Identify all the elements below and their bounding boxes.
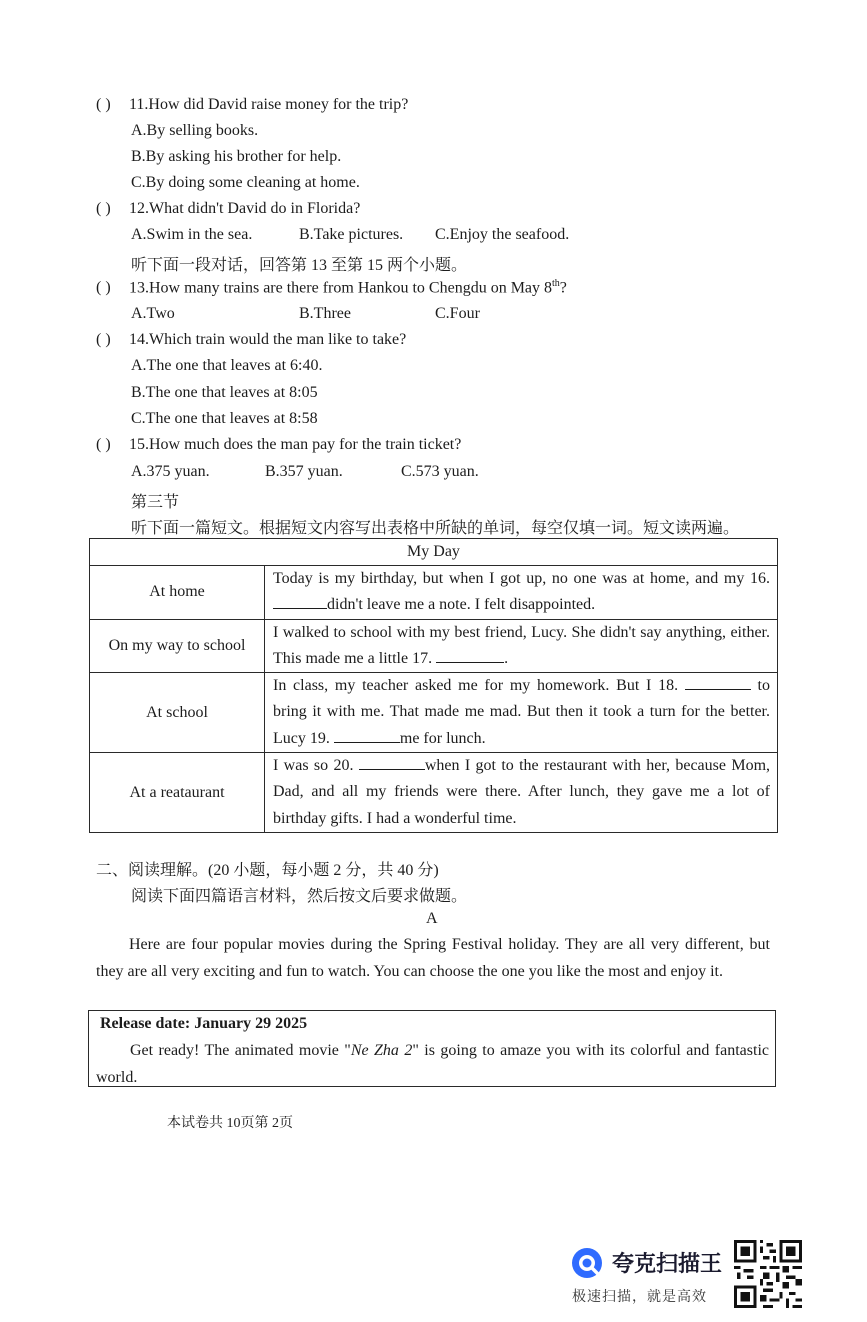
blank-18[interactable] [685,674,751,690]
section-3-instruction: 听下面一篇短文。根据短文内容写出表格中所缺的单词，每空仅填一词。短文读两遍。 [131,520,740,537]
row-text: I was so 20. when I got to the restaurant with her, because Mom, Dad, and all my friends were there. After lunch, they gave me a lot of birthday gifts. I had a wonderful time. [265,753,778,833]
row-label: At school [90,673,265,753]
q13-option-a: A.Two [131,305,175,322]
question-mark: ? [559,279,567,297]
table-row [90,566,778,620]
q14-option-b: B.The one that leaves at 8:05 [131,384,318,401]
table-row [90,673,778,753]
q15-option-c: C.573 yuan. [401,463,479,480]
question-12 [96,200,360,218]
row-label: At a reataurant [90,753,265,833]
blank-16[interactable] [273,593,327,609]
part-2-instruction: 阅读下面四篇语言材料，然后按文后要求做题。 [131,888,468,905]
quark-logo-icon [570,1246,604,1280]
q11-option-a: A.By selling books. [131,122,259,139]
ordinal-suffix: th [552,278,560,289]
q12-option-a: A.Swim in the sea. [131,226,253,243]
q15-option-a: A.375 yuan. [131,463,210,480]
question-14 [96,331,406,349]
answer-bracket[interactable]: ( ) [96,279,111,297]
q13-option-b: B.Three [299,305,351,322]
movie-description: Get ready! The animated movie "Ne Zha 2" is going to amaze you with its colorful and fantastic world. [96,1042,770,1086]
q11-option-b: B.By asking his brother for help. [131,148,342,165]
blank-20[interactable] [359,754,425,770]
table-title: My Day [90,539,778,566]
release-date: Release date: January 29 2025 [100,1015,308,1032]
part-2-heading: 二、阅读理解。(20 小题，每小题 2 分，共 40 分) [96,862,439,879]
question-stem: 14.Which train would the man like to take? [129,331,407,348]
answer-bracket[interactable]: ( ) [96,96,111,113]
qr-code-icon [734,1240,802,1308]
question-15 [96,436,461,454]
passage-letter: A [426,910,438,927]
q14-option-a: A.The one that leaves at 6:40. [131,357,323,374]
blank-19[interactable] [334,727,400,743]
question-stem: 13.How many trains are there from Hankou to Chengdu on May 8 [129,279,553,297]
q11-option-c: C.By doing some cleaning at home. [131,174,360,191]
q14-option-c: C.The one that leaves at 8:58 [131,410,318,427]
table-row [90,619,778,673]
answer-bracket[interactable]: ( ) [96,436,111,453]
row-text: In class, my teacher asked me for my homework. But I 18. to bring it with me. That made me mad. But then it took a turn for the better. Lucy 19. me for lunch. [265,673,778,753]
watermark-slogan: 极速扫描，就是高效 [572,1289,707,1305]
question-stem: 11.How did David raise money for the trip? [129,96,409,113]
blank-17[interactable] [436,647,504,663]
movie-box [88,1010,776,1087]
row-text: I walked to school with my best friend, Lucy. She didn't say anything, either. This made me a little 17. . [265,619,778,673]
q15-option-b: B.357 yuan. [265,463,343,480]
my-day-table [89,538,778,833]
table-row [90,753,778,833]
q13-option-c: C.Four [435,305,480,322]
section-3-heading: 第三节 [131,494,180,511]
question-13 [96,278,567,297]
movie-title: Ne Zha 2 [350,1042,413,1059]
question-stem: 15.How much does the man pay for the train ticket? [129,436,462,453]
answer-bracket[interactable]: ( ) [96,200,111,217]
q12-option-b: B.Take pictures. [299,226,404,243]
question-stem: 12.What didn't David do in Florida? [129,200,361,217]
passage-intro: Here are four popular movies during the Spring Festival holiday. They are all very different, but they are all very exciting and fun to watch. You can choose the one you like the most and enjoy it. [96,936,770,980]
q12-option-c: C.Enjoy the seafood. [435,226,570,243]
answer-bracket[interactable]: ( ) [96,331,111,348]
page-footer: 本试卷共 10页第 2页 [167,1116,293,1131]
question-11 [96,96,408,114]
watermark-brand: 夸克扫描王 [612,1252,723,1277]
row-label: At home [90,566,265,620]
row-label: On my way to school [90,619,265,673]
row-text: Today is my birthday, but when I got up, no one was at home, and my 16. didn't leave me a note. I felt disappointed. [265,566,778,620]
instruction-13-15: 听下面一段对话，回答第 13 至第 15 两个小题。 [131,257,468,274]
